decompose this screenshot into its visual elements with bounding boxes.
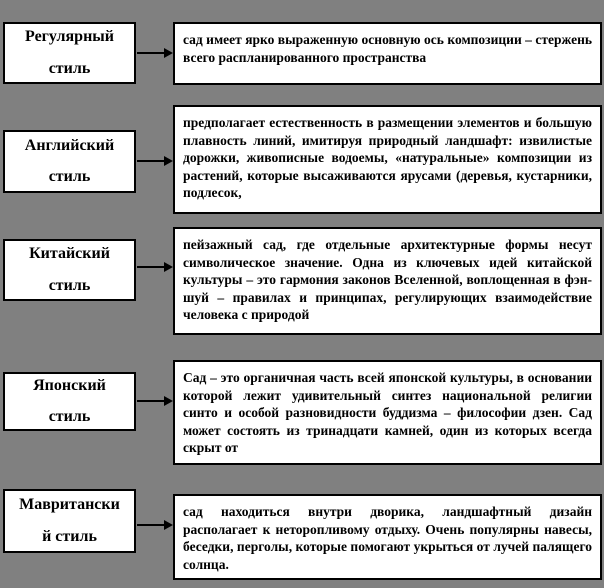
description-text: Сад – это органичная часть всей японской культуры, в основании которой лежит удивительный синтез национальной религии синто и особой разновидности буддизма – философии дзен. Сад может состоять из тринадцати камней, один из которых всегда скрыт от	[183, 370, 592, 455]
style-box-label-line1: Китайский	[29, 245, 110, 263]
style-box-label-line1: Регулярный	[25, 28, 114, 46]
style-box-label-line2: стиль	[48, 168, 91, 185]
description-box-japanese	[173, 360, 602, 465]
right-arrow-connector	[137, 52, 164, 54]
right-arrow-connector	[137, 400, 164, 402]
description-text: пейзажный сад, где отдельные архитектурные формы несут символическое значение. Одна из ключевых идей китайской культуры – это гармония законов Вселенной, воплощенная в фэн-шуй – правилах и принципах, регулирующих взаимодействие человека с природой	[183, 237, 592, 322]
description-box-chinese	[173, 227, 602, 335]
description-text: сад находиться внутри дворика, ландшафтный дизайн располагает к неторопливому отдыху. Очень популярны навесы, беседки, перголы, которые помогают укрыться от лучей палящего солнца.	[183, 504, 592, 572]
style-box-english	[3, 130, 136, 193]
description-text: предполагает естественность в размещении элементов и большую плавность линий, имитируя природный ландшафт: извилистые дорожки, живописные водоемы, «натуральные» композиции из растений, которые высаживаются ярусами (деревья, кустарники, подлесок,	[183, 115, 592, 200]
style-box-japanese	[3, 372, 136, 431]
style-box-label-line1: Английский	[24, 136, 115, 154]
style-box-label-line1: Мавритански	[19, 496, 120, 514]
description-box-moorish	[173, 494, 602, 580]
style-box-label-line2: стиль	[48, 408, 91, 425]
right-arrow-connector	[137, 160, 164, 162]
style-box-moorish	[3, 489, 136, 553]
style-box-label-line2: стиль	[48, 59, 91, 77]
right-arrow-connector	[137, 524, 164, 526]
style-box-label-line2: стиль	[48, 276, 91, 294]
style-box-label-line2: й стиль	[42, 527, 97, 545]
style-box-label-line1: Японский	[33, 376, 106, 394]
style-box-chinese	[3, 239, 136, 301]
right-arrow-connector	[137, 266, 164, 268]
description-box-regular	[173, 22, 602, 85]
description-box-english	[173, 105, 602, 214]
description-text: сад имеет ярко выраженную основную ось композиции – стержень всего распланированного пространства	[183, 32, 592, 65]
style-box-regular	[3, 22, 136, 84]
